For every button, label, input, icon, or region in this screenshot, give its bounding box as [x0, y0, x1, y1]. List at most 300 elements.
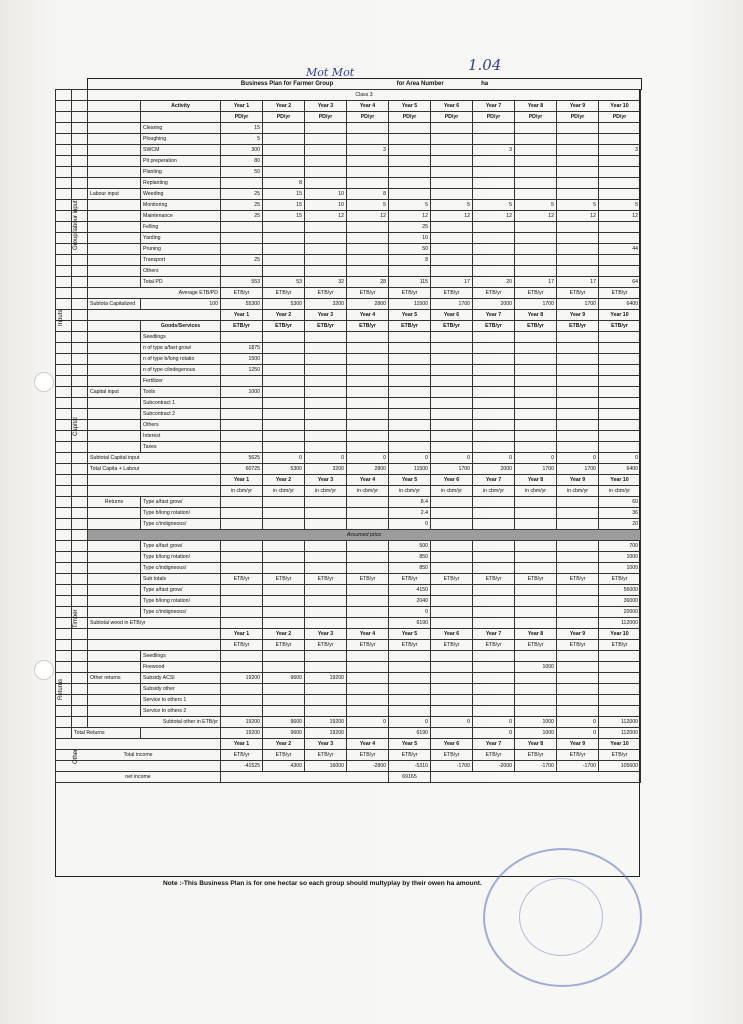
- section-label: [88, 156, 141, 167]
- unit-header: ETB/yr: [599, 750, 641, 761]
- value-cell: [515, 145, 557, 156]
- value-cell: 2000: [473, 464, 515, 475]
- value-cell: 1700: [431, 464, 473, 475]
- value-cell: [305, 409, 347, 420]
- value-cell: [389, 662, 431, 673]
- side-cell: [56, 178, 72, 189]
- value-cell: 0: [389, 519, 431, 530]
- value-cell: [473, 431, 515, 442]
- side-cell: [72, 266, 88, 277]
- timber-row: [56, 508, 641, 519]
- subtotals-header-row: [56, 574, 641, 585]
- value-cell: [557, 266, 599, 277]
- value-cell: 55300: [221, 299, 263, 310]
- table-cell: [88, 563, 141, 574]
- unit-header: ETB/yr: [221, 321, 263, 332]
- goods-name: n of type a/fast grow/: [141, 343, 221, 354]
- value-cell: [221, 178, 263, 189]
- value-cell: [599, 255, 641, 266]
- value-cell: [347, 222, 389, 233]
- value-cell: [515, 233, 557, 244]
- total-returns-row: [56, 728, 641, 739]
- side-cell: [72, 574, 88, 585]
- value-cell: [347, 376, 389, 387]
- value-cell: [557, 695, 599, 706]
- value-cell: [431, 673, 473, 684]
- value-cell: 112000: [599, 728, 641, 739]
- value-cell: 0: [473, 453, 515, 464]
- side-cell: [56, 607, 72, 618]
- value-cell: [557, 673, 599, 684]
- value-cell: [347, 673, 389, 684]
- capital-row: [56, 442, 641, 453]
- year-header: Year 3: [305, 739, 347, 750]
- value-cell: 5300: [263, 299, 305, 310]
- other-row: [56, 651, 641, 662]
- unit-header: ETB/yr: [263, 640, 305, 651]
- value-cell: [515, 497, 557, 508]
- value-cell: 5300: [263, 464, 305, 475]
- value-cell: 6190: [389, 728, 431, 739]
- value-cell: [263, 541, 305, 552]
- value-cell: 3: [599, 145, 641, 156]
- value-cell: [263, 134, 305, 145]
- activity-header: Activity: [141, 101, 221, 112]
- value-cell: [515, 354, 557, 365]
- value-cell: [263, 618, 305, 629]
- unit-header: in cbm/yr: [263, 486, 305, 497]
- value-cell: [347, 233, 389, 244]
- value-cell: [473, 497, 515, 508]
- value-cell: [221, 442, 263, 453]
- table-cell: [141, 728, 221, 739]
- value-cell: [305, 508, 347, 519]
- side-cell: [72, 640, 88, 651]
- subtotal-label: Subtotal Capital input: [88, 453, 221, 464]
- unit-header: in cbm/yr: [515, 486, 557, 497]
- value-cell: 1000: [515, 662, 557, 673]
- value-cell: 0: [557, 717, 599, 728]
- side-cell: [72, 134, 88, 145]
- value-cell: [599, 706, 641, 717]
- value-cell: [221, 497, 263, 508]
- value-cell: [347, 354, 389, 365]
- goods-name: Interest: [141, 431, 221, 442]
- labour-row: [56, 145, 641, 156]
- section-label: Capital input: [88, 387, 141, 398]
- value-cell: 1500: [221, 354, 263, 365]
- value-cell: [347, 266, 389, 277]
- year-header: Year 4: [347, 475, 389, 486]
- value-cell: [221, 519, 263, 530]
- value-cell: [221, 398, 263, 409]
- value-cell: 9600: [263, 673, 305, 684]
- subtotal-label: Subtota Capitalized: [88, 299, 141, 310]
- value-cell: [347, 398, 389, 409]
- net-income-row: [56, 772, 641, 783]
- labour-row: [56, 134, 641, 145]
- activity-name: Weeding: [141, 189, 221, 200]
- value-cell: [389, 189, 431, 200]
- value-cell: [221, 651, 263, 662]
- table-cell: [431, 772, 641, 783]
- side-cell: [56, 442, 72, 453]
- value-cell: 25: [221, 255, 263, 266]
- value-cell: 19200: [221, 673, 263, 684]
- unit-header: ETB/yr: [473, 750, 515, 761]
- value-cell: 36: [599, 508, 641, 519]
- value-cell: [515, 684, 557, 695]
- labour-row: [56, 156, 641, 167]
- value-cell: [473, 508, 515, 519]
- value-cell: [431, 607, 473, 618]
- other-name: Subsidy other: [141, 684, 221, 695]
- value-cell: [221, 618, 263, 629]
- value-cell: [515, 409, 557, 420]
- assumed-price-row: [56, 530, 641, 541]
- value-cell: [389, 123, 431, 134]
- value-cell: [473, 343, 515, 354]
- year-header: Year 4: [347, 310, 389, 321]
- activity-name: Ploughing: [141, 134, 221, 145]
- value-cell: [263, 563, 305, 574]
- value-cell: 28: [347, 277, 389, 288]
- value-cell: [263, 266, 305, 277]
- value-cell: 0: [557, 728, 599, 739]
- value-cell: 8: [347, 189, 389, 200]
- value-cell: [347, 695, 389, 706]
- value-cell: [347, 607, 389, 618]
- value-cell: -5310: [389, 761, 431, 772]
- value-cell: [347, 519, 389, 530]
- unit-cell: ETB/yr: [263, 288, 305, 299]
- unit-header: ETB/yr: [389, 321, 431, 332]
- unit-header: ETB/yr: [221, 640, 263, 651]
- value-cell: [557, 684, 599, 695]
- side-cell: [72, 101, 88, 112]
- value-cell: [557, 596, 599, 607]
- section-label: [88, 662, 141, 673]
- year-header: Year 8: [515, 629, 557, 640]
- value-cell: [305, 596, 347, 607]
- value-cell: [305, 233, 347, 244]
- price-row: [56, 552, 641, 563]
- value-cell: [263, 365, 305, 376]
- other-name: Subsidy ACSI: [141, 673, 221, 684]
- value-cell: [473, 398, 515, 409]
- table-cell: [88, 541, 141, 552]
- value-cell: 112000: [599, 618, 641, 629]
- value-cell: [347, 651, 389, 662]
- value-cell: -2800: [347, 761, 389, 772]
- value-cell: [557, 420, 599, 431]
- value-cell: 9600: [263, 728, 305, 739]
- unit-cell: ETB/yr: [557, 574, 599, 585]
- table-cell: [141, 112, 221, 123]
- value-cell: [305, 651, 347, 662]
- value-cell: [557, 233, 599, 244]
- value-cell: [473, 519, 515, 530]
- value-cell: 105600: [599, 761, 641, 772]
- value-cell: [389, 442, 431, 453]
- value-cell: [305, 332, 347, 343]
- side-cell: [56, 475, 72, 486]
- unit-cell: ETB/yr: [263, 574, 305, 585]
- value-cell: [347, 596, 389, 607]
- value-cell: [515, 695, 557, 706]
- value-cell: [599, 684, 641, 695]
- side-cell: [56, 189, 72, 200]
- value-cell: 12: [557, 211, 599, 222]
- unit-cell: ETB/yr: [473, 574, 515, 585]
- subtotals-label: Sub totals: [141, 574, 221, 585]
- side-cell: [56, 167, 72, 178]
- value-cell: [389, 420, 431, 431]
- value-cell: 10: [389, 233, 431, 244]
- section-label: [88, 409, 141, 420]
- value-cell: -1700: [431, 761, 473, 772]
- value-cell: [263, 244, 305, 255]
- value-cell: [515, 332, 557, 343]
- total-returns-label: Total Returns: [72, 728, 141, 739]
- value-cell: [515, 376, 557, 387]
- unit-header: ETB/yr: [263, 321, 305, 332]
- value-cell: [305, 167, 347, 178]
- capital-row: [56, 409, 641, 420]
- unit-header: PD/yr: [347, 112, 389, 123]
- section-label: [88, 343, 141, 354]
- value-cell: [599, 409, 641, 420]
- value-cell: [515, 431, 557, 442]
- value-cell: [557, 354, 599, 365]
- timber-header-years: [56, 475, 641, 486]
- year-header: Year 3: [305, 101, 347, 112]
- value-cell: [263, 442, 305, 453]
- value-cell: 1000: [515, 728, 557, 739]
- value-cell: [599, 431, 641, 442]
- side-cell: [56, 299, 72, 310]
- document-title: Business Plan for Farmer Group: [240, 81, 334, 87]
- unit-header: PD/yr: [389, 112, 431, 123]
- unit-header: in cbm/yr: [473, 486, 515, 497]
- value-cell: [431, 684, 473, 695]
- section-label: [88, 266, 141, 277]
- labour-row: [56, 189, 641, 200]
- value-cell: [431, 497, 473, 508]
- value-cell: [389, 651, 431, 662]
- side-cell: [56, 112, 72, 123]
- value-cell: [515, 365, 557, 376]
- value-cell: 1700: [515, 299, 557, 310]
- side-cell: [56, 123, 72, 134]
- side-cell: [56, 706, 72, 717]
- value-cell: 15: [263, 189, 305, 200]
- section-label: [88, 706, 141, 717]
- unit-cell: ETB/yr: [473, 288, 515, 299]
- section-label: [88, 398, 141, 409]
- table-cell: [88, 321, 141, 332]
- area-unit: ha: [481, 81, 489, 87]
- timber-type: Type b/long rotation/: [141, 552, 221, 563]
- capital-subtotal-row: [56, 453, 641, 464]
- table-cell: [88, 629, 221, 640]
- labour-row: [56, 244, 641, 255]
- value-cell: [431, 508, 473, 519]
- value-cell: [473, 233, 515, 244]
- activity-name: Others: [141, 266, 221, 277]
- unit-cell: ETB/yr: [389, 288, 431, 299]
- section-label: [88, 684, 141, 695]
- value-cell: [557, 563, 599, 574]
- unit-header: in cbm/yr: [599, 486, 641, 497]
- value-cell: [557, 332, 599, 343]
- value-cell: [431, 420, 473, 431]
- value-cell: 56000: [599, 585, 641, 596]
- value-cell: [389, 167, 431, 178]
- value-cell: 80: [221, 156, 263, 167]
- value-cell: [557, 156, 599, 167]
- activity-name: Transport: [141, 255, 221, 266]
- value-cell: 4300: [263, 761, 305, 772]
- section-label: [88, 244, 141, 255]
- value-cell: [305, 255, 347, 266]
- year-header: Year 3: [305, 629, 347, 640]
- year-header: Year 7: [473, 739, 515, 750]
- year-header: Year 7: [473, 475, 515, 486]
- value-cell: [431, 431, 473, 442]
- net-income-label: net income: [56, 772, 221, 783]
- unit-header: ETB/yr: [305, 750, 347, 761]
- value-cell: 2040: [389, 596, 431, 607]
- value-cell: [389, 387, 431, 398]
- value-cell: [599, 167, 641, 178]
- value-cell: [515, 585, 557, 596]
- value-cell: [305, 145, 347, 156]
- value-cell: [305, 266, 347, 277]
- side-cell: [56, 409, 72, 420]
- price-row: [56, 563, 641, 574]
- value-cell: 0: [389, 717, 431, 728]
- value-cell: 5: [515, 200, 557, 211]
- value-cell: 10: [305, 200, 347, 211]
- value-cell: [515, 541, 557, 552]
- value-cell: 0: [473, 728, 515, 739]
- timber-value-row: [56, 596, 641, 607]
- side-cell: [56, 662, 72, 673]
- value-cell: 17: [515, 277, 557, 288]
- activity-name: Maintenance: [141, 211, 221, 222]
- value-cell: [263, 167, 305, 178]
- value-cell: [305, 442, 347, 453]
- year-header: Year 10: [599, 475, 641, 486]
- value-cell: [557, 618, 599, 629]
- timber-type: Type c/indigneous/: [141, 563, 221, 574]
- year-header: Year 9: [557, 101, 599, 112]
- capital-row: [56, 420, 641, 431]
- year-header: Year 4: [347, 629, 389, 640]
- side-cell: [72, 156, 88, 167]
- value-cell: [431, 728, 473, 739]
- value-cell: [473, 222, 515, 233]
- timber-type: Type c/indigneous/: [141, 607, 221, 618]
- value-cell: [431, 244, 473, 255]
- side-cell: [56, 541, 72, 552]
- side-cell: [72, 365, 88, 376]
- section-label: [88, 277, 141, 288]
- table-cell: [88, 585, 141, 596]
- value-cell: [515, 343, 557, 354]
- goods-name: n of type c/indegenous: [141, 365, 221, 376]
- value-cell: [263, 596, 305, 607]
- value-cell: 0: [347, 717, 389, 728]
- value-cell: [221, 552, 263, 563]
- value-cell: [557, 167, 599, 178]
- value-cell: [473, 167, 515, 178]
- side-cell: [72, 475, 88, 486]
- value-cell: [263, 354, 305, 365]
- labour-header-years: [56, 101, 641, 112]
- side-cell: [56, 156, 72, 167]
- value-cell: [599, 662, 641, 673]
- labour-row: [56, 178, 641, 189]
- side-cell: [56, 420, 72, 431]
- side-cell: [56, 497, 72, 508]
- value-cell: 2800: [347, 464, 389, 475]
- value-cell: 15: [221, 123, 263, 134]
- value-cell: [431, 651, 473, 662]
- labour-row: [56, 266, 641, 277]
- unit-header: PD/yr: [473, 112, 515, 123]
- value-cell: 36000: [599, 596, 641, 607]
- value-cell: [431, 255, 473, 266]
- value-cell: [347, 684, 389, 695]
- table-cell: [88, 310, 221, 321]
- side-cell: [72, 486, 88, 497]
- value-cell: [473, 123, 515, 134]
- value-cell: [599, 695, 641, 706]
- value-cell: [221, 541, 263, 552]
- unit-cell: ETB/yr: [599, 288, 641, 299]
- value-cell: [263, 398, 305, 409]
- value-cell: 5: [221, 134, 263, 145]
- handwritten-group-name: Mot Mot: [306, 66, 355, 79]
- value-cell: [599, 233, 641, 244]
- year-header: Year 1: [221, 310, 263, 321]
- other-row: [56, 662, 641, 673]
- value-cell: [473, 662, 515, 673]
- value-cell: 5: [473, 200, 515, 211]
- value-cell: 0: [263, 453, 305, 464]
- side-cell: [56, 453, 72, 464]
- value-cell: [263, 695, 305, 706]
- value-cell: [515, 222, 557, 233]
- value-cell: 1250: [221, 365, 263, 376]
- value-cell: 1700: [557, 464, 599, 475]
- value-cell: [557, 409, 599, 420]
- unit-header: ETB/yr: [305, 321, 347, 332]
- unit-header: ETB/yr: [515, 321, 557, 332]
- side-cell: [56, 101, 72, 112]
- goods-name: Fertilizer: [141, 376, 221, 387]
- side-cell: [72, 662, 88, 673]
- value-cell: 32: [305, 277, 347, 288]
- unit-header: PD/yr: [305, 112, 347, 123]
- unit-cell: ETB/yr: [515, 574, 557, 585]
- value-cell: [263, 552, 305, 563]
- value-cell: [599, 156, 641, 167]
- value-cell: [347, 431, 389, 442]
- value-cell: [389, 332, 431, 343]
